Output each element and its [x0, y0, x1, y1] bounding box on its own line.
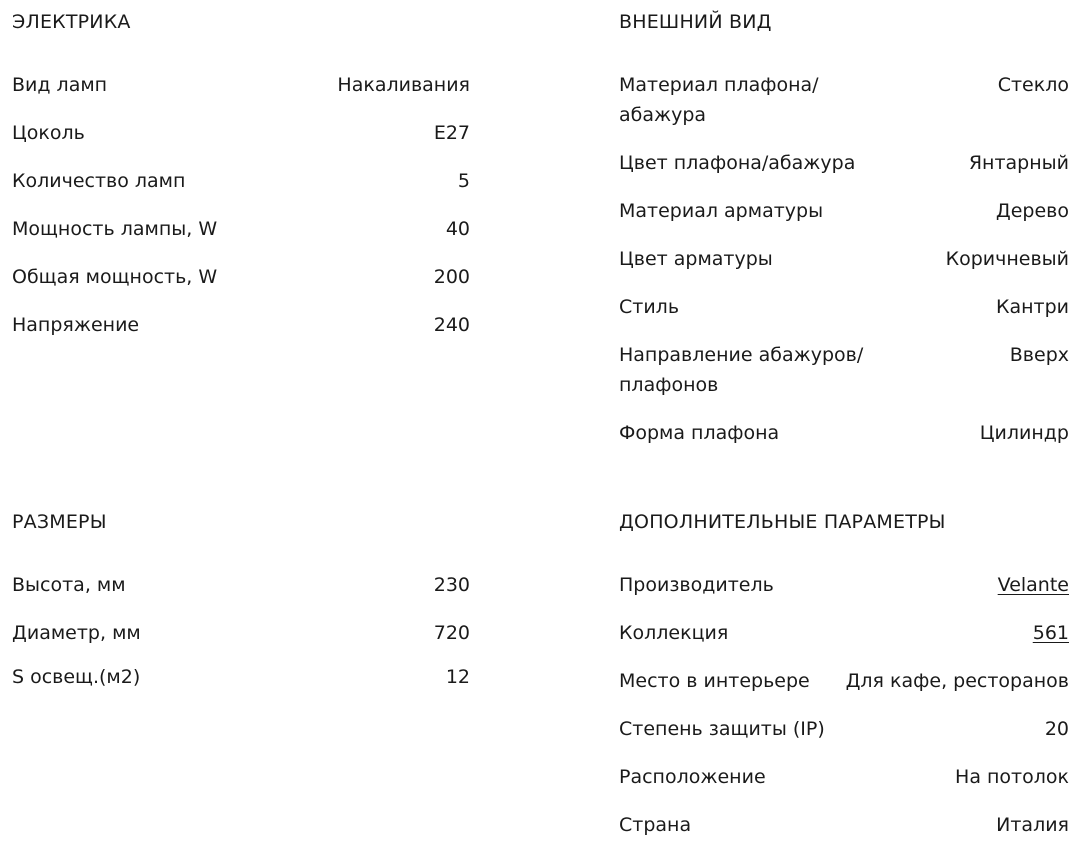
manufacturer-link[interactable]: Velante: [997, 574, 1069, 596]
spec-label: Страна: [619, 814, 692, 836]
spec-value: 240: [433, 314, 470, 336]
spec-row-fitting-color: [619, 244, 1069, 274]
spec-label: S освещ.(м2): [12, 666, 141, 688]
spec-label: Коллекция: [619, 622, 729, 644]
spec-value: Кантри: [995, 296, 1069, 318]
extra-title: ДОПОЛНИТЕЛЬНЫЕ ПАРАМЕТРЫ: [619, 511, 946, 533]
spec-row-total-power: [12, 262, 470, 292]
spec-row-country: [619, 810, 1069, 840]
extra-rows: [619, 570, 1069, 840]
spec-row-shade-shape: [619, 418, 1069, 448]
spec-row-lamp-count: [12, 166, 470, 196]
dimensions-section: [12, 500, 470, 710]
spec-row-placement: [619, 762, 1069, 792]
spec-row-lit-area: [12, 662, 470, 692]
spec-value: Стекло: [997, 74, 1069, 96]
spec-row-lamp-power: [12, 214, 470, 244]
spec-label: Степень защиты (IP): [619, 718, 825, 740]
spec-row-height: [12, 570, 470, 600]
spec-row-style: [619, 292, 1069, 322]
spec-value: 200: [433, 266, 470, 288]
spec-label: Мощность лампы, W: [12, 218, 218, 240]
spec-label: Цвет арматуры: [619, 248, 773, 270]
spec-value: На потолок: [955, 766, 1069, 788]
spec-label: Высота, мм: [12, 574, 126, 596]
spec-row-shade-direction: [619, 340, 1069, 400]
appearance-title: ВНЕШНИЙ ВИД: [619, 11, 772, 33]
spec-value: 5: [457, 170, 470, 192]
electrics-section: [12, 0, 470, 358]
spec-label: Место в интерьере: [619, 670, 810, 692]
dimensions-title: РАЗМЕРЫ: [12, 511, 107, 533]
spec-label: Материал плафона/абажура: [619, 74, 819, 126]
spec-row-interior-place: [619, 666, 1069, 696]
spec-value: 20: [1044, 718, 1069, 740]
spec-label: Расположение: [619, 766, 766, 788]
spec-row-fitting-material: [619, 196, 1069, 226]
spec-row-shade-color: [619, 148, 1069, 178]
spec-row-ip-rating: [619, 714, 1069, 744]
spec-label: Направление абажуров/ плафонов: [619, 344, 864, 396]
electrics-title: ЭЛЕКТРИКА: [12, 11, 131, 33]
spec-row-collection: [619, 618, 1069, 648]
spec-value: Янтарный: [968, 152, 1069, 174]
spec-value: Для кафе, ресторанов: [845, 670, 1069, 692]
appearance-section: [619, 0, 1069, 466]
spec-value: E27: [433, 122, 470, 144]
spec-label: Цвет плафона/абажура: [619, 152, 856, 174]
spec-label: Производитель: [619, 574, 774, 596]
spec-value: 720: [433, 622, 470, 644]
spec-label: Общая мощность, W: [12, 266, 218, 288]
spec-row-diameter: [12, 618, 470, 648]
spec-value: Коричневый: [945, 248, 1069, 270]
spec-value: Италия: [996, 814, 1069, 836]
spec-row-socket: [12, 118, 470, 148]
spec-row-shade-material: [619, 70, 1069, 130]
collection-link[interactable]: 561: [1032, 622, 1069, 644]
spec-label: Количество ламп: [12, 170, 186, 192]
spec-value: 12: [445, 666, 470, 688]
spec-value: 230: [433, 574, 470, 596]
appearance-rows: [619, 70, 1069, 448]
spec-label: Вид ламп: [12, 74, 108, 96]
spec-value: Вверх: [1009, 344, 1069, 366]
dimensions-rows: [12, 570, 470, 692]
spec-label: Напряжение: [12, 314, 140, 336]
spec-label: Форма плафона: [619, 422, 780, 444]
spec-row-lamp-type: [12, 70, 470, 100]
electrics-rows: [12, 70, 470, 340]
spec-value: Накаливания: [337, 74, 470, 96]
spec-label: Материал арматуры: [619, 200, 824, 222]
spec-label: Стиль: [619, 296, 680, 318]
spec-value: Дерево: [995, 200, 1069, 222]
spec-value: 40: [445, 218, 470, 240]
spec-row-voltage: [12, 310, 470, 340]
spec-label: Цоколь: [12, 122, 85, 144]
spec-value: Цилиндр: [979, 422, 1069, 444]
spec-label: Диаметр, мм: [12, 622, 141, 644]
extra-section: [619, 500, 1069, 858]
spec-row-manufacturer: [619, 570, 1069, 600]
